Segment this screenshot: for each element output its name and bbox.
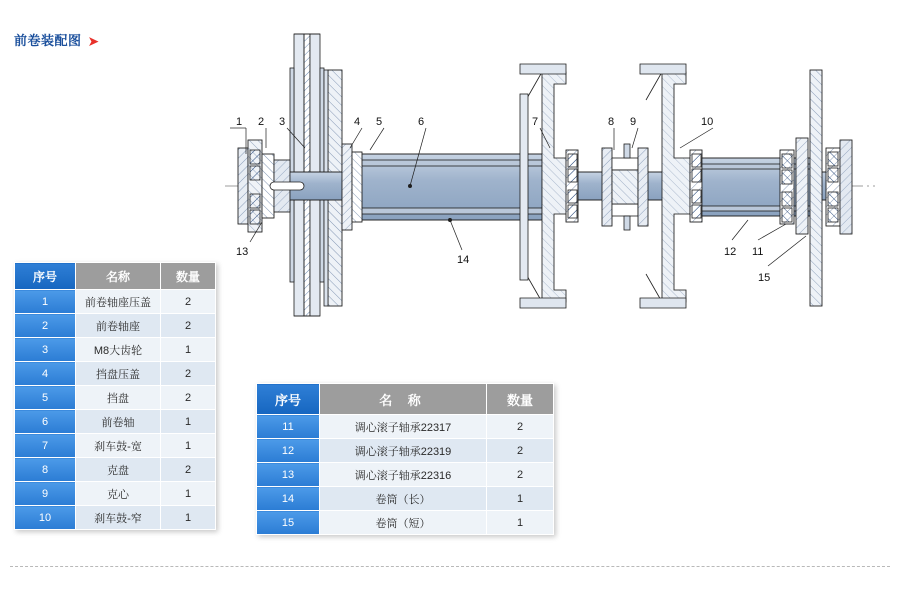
cell-name: 前卷轴座压盖 bbox=[76, 290, 161, 314]
cell-qty: 1 bbox=[161, 506, 216, 530]
cell-name: 克心 bbox=[76, 482, 161, 506]
cell-index: 12 bbox=[257, 439, 320, 463]
cell-index: 13 bbox=[257, 463, 320, 487]
cell-name: 克盘 bbox=[76, 458, 161, 482]
cell-index: 7 bbox=[15, 434, 76, 458]
cell-name: 调心滚子轴承22317 bbox=[320, 415, 487, 439]
cell-index: 10 bbox=[15, 506, 76, 530]
callout-3: 3 bbox=[279, 116, 286, 128]
cell-qty: 2 bbox=[161, 362, 216, 386]
header-qty: 数量 bbox=[161, 263, 216, 290]
cell-name: 刹车鼓-窄 bbox=[76, 506, 161, 530]
cell-index: 4 bbox=[15, 362, 76, 386]
cell-name: M8大齿轮 bbox=[76, 338, 161, 362]
cell-index: 6 bbox=[15, 410, 76, 434]
table-row bbox=[257, 463, 554, 487]
callout-10: 10 bbox=[701, 116, 714, 128]
callout-8: 8 bbox=[608, 116, 615, 128]
cell-name: 卷筒（短） bbox=[320, 511, 487, 535]
callout-7: 7 bbox=[532, 116, 539, 128]
callout-6: 6 bbox=[418, 116, 425, 128]
table-row bbox=[15, 458, 216, 482]
cell-qty: 1 bbox=[487, 511, 554, 535]
callout-2: 2 bbox=[258, 116, 265, 128]
page-title bbox=[14, 30, 99, 49]
header-index: 序号 bbox=[257, 384, 320, 415]
cell-name: 调心滚子轴承22319 bbox=[320, 439, 487, 463]
table-row bbox=[15, 314, 216, 338]
header-name: 名 称 bbox=[320, 384, 487, 415]
cell-index: 2 bbox=[15, 314, 76, 338]
cell-qty: 2 bbox=[161, 290, 216, 314]
table-row bbox=[257, 415, 554, 439]
cell-index: 9 bbox=[15, 482, 76, 506]
callout-15: 15 bbox=[758, 272, 771, 284]
callout-14: 14 bbox=[457, 254, 470, 266]
cell-qty: 1 bbox=[487, 487, 554, 511]
cell-qty: 1 bbox=[161, 482, 216, 506]
table-row bbox=[15, 482, 216, 506]
cell-name: 前卷轴 bbox=[76, 410, 161, 434]
table-header-row bbox=[15, 263, 216, 290]
table-row bbox=[15, 290, 216, 314]
cell-qty: 1 bbox=[161, 338, 216, 362]
parts-table-secondary bbox=[256, 383, 554, 535]
cell-qty: 2 bbox=[161, 314, 216, 338]
cell-name: 卷筒（长） bbox=[320, 487, 487, 511]
table-row bbox=[15, 410, 216, 434]
table-row bbox=[15, 362, 216, 386]
table-row bbox=[257, 439, 554, 463]
callout-12: 12 bbox=[724, 246, 737, 258]
cell-qty: 1 bbox=[161, 434, 216, 458]
parts-table-primary bbox=[14, 262, 216, 530]
table-header-row bbox=[257, 384, 554, 415]
cell-name: 前卷轴座 bbox=[76, 314, 161, 338]
cell-index: 8 bbox=[15, 458, 76, 482]
cell-qty: 2 bbox=[161, 458, 216, 482]
callout-13: 13 bbox=[236, 246, 249, 258]
cell-qty: 2 bbox=[487, 439, 554, 463]
cell-index: 1 bbox=[15, 290, 76, 314]
cell-index: 11 bbox=[257, 415, 320, 439]
callout-11: 11 bbox=[752, 246, 764, 258]
cell-qty: 1 bbox=[161, 410, 216, 434]
header-qty: 数量 bbox=[487, 384, 554, 415]
table-row bbox=[257, 487, 554, 511]
callout-1: 1 bbox=[236, 116, 243, 128]
cell-qty: 2 bbox=[161, 386, 216, 410]
table-row bbox=[15, 386, 216, 410]
cell-index: 5 bbox=[15, 386, 76, 410]
callout-5: 5 bbox=[376, 116, 383, 128]
table-row bbox=[15, 506, 216, 530]
cell-index: 3 bbox=[15, 338, 76, 362]
bottom-divider bbox=[10, 566, 890, 567]
header-name: 名称 bbox=[76, 263, 161, 290]
callout-4: 4 bbox=[354, 116, 361, 128]
assembly-drawing-svg bbox=[210, 8, 890, 338]
cell-qty: 2 bbox=[487, 415, 554, 439]
cell-qty: 2 bbox=[487, 463, 554, 487]
table-row bbox=[15, 434, 216, 458]
cell-index: 15 bbox=[257, 511, 320, 535]
table-row bbox=[15, 338, 216, 362]
header-index: 序号 bbox=[15, 263, 76, 290]
table-row bbox=[257, 511, 554, 535]
callout-9: 9 bbox=[630, 116, 637, 128]
cell-index: 14 bbox=[257, 487, 320, 511]
cell-name: 刹车鼓-宽 bbox=[76, 434, 161, 458]
arrow-right-icon: ➤ bbox=[87, 32, 100, 49]
cell-name: 挡盘 bbox=[76, 386, 161, 410]
assembly-drawing bbox=[210, 8, 890, 338]
page-title-text: 前卷装配图 bbox=[14, 33, 82, 48]
cell-name: 调心滚子轴承22316 bbox=[320, 463, 487, 487]
cell-name: 挡盘压盖 bbox=[76, 362, 161, 386]
